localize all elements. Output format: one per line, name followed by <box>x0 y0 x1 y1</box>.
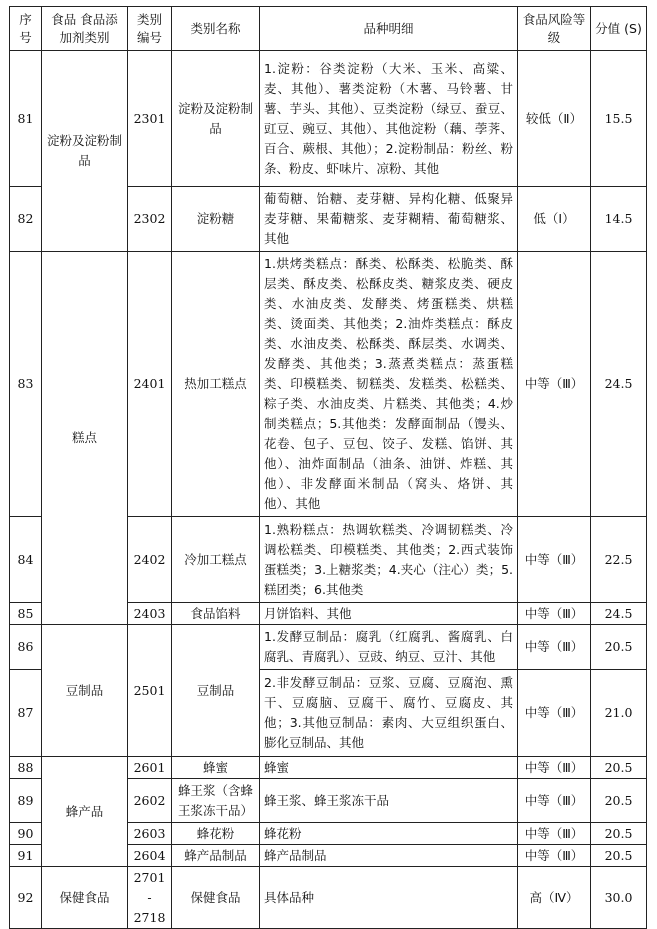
group-cell-bee: 蜂产品 <box>42 757 128 867</box>
row-name: 食品馅料 <box>172 603 260 625</box>
row-code: 2401 <box>128 252 172 517</box>
row-score: 15.5 <box>591 51 647 187</box>
row-risk: 低（Ⅰ） <box>518 187 591 252</box>
row-risk: 中等（Ⅲ） <box>518 779 591 823</box>
row-name: 蜂花粉 <box>172 823 260 845</box>
row-seq: 90 <box>10 823 42 845</box>
row-risk: 中等（Ⅲ） <box>518 823 591 845</box>
header-food-category: 食品 食品添加剂类别 <box>42 7 128 51</box>
row-seq: 87 <box>10 670 42 757</box>
row-detail: 1.淀粉：谷类淀粉（大米、玉米、高粱、麦、其他）、薯类淀粉（木薯、马铃薯、甘薯、芋头、其他）、豆类淀粉（绿豆、蚕豆、豇豆、豌豆、其他）、其他淀粉（藕、荸荠、百合、蕨根、其他）；2.淀粉制品：粉丝、粉条、粉皮、虾味片、凉粉、其他 <box>260 51 518 187</box>
row-score: 20.5 <box>591 845 647 867</box>
header-score: 分值 (S) <box>591 7 647 51</box>
row-risk: 中等（Ⅲ） <box>518 252 591 517</box>
header-category-name: 类别名称 <box>172 7 260 51</box>
row-seq: 92 <box>10 867 42 929</box>
row-score: 20.5 <box>591 757 647 779</box>
table-row <box>10 51 647 187</box>
row-detail: 蜂产品制品 <box>260 845 518 867</box>
header-risk-level: 食品风险等级 <box>518 7 591 51</box>
row-score: 20.5 <box>591 625 647 670</box>
row-seq: 89 <box>10 779 42 823</box>
row-name: 淀粉及淀粉制品 <box>172 51 260 187</box>
table-row <box>10 252 647 517</box>
row-code: 2602 <box>128 779 172 823</box>
row-name: 热加工糕点 <box>172 252 260 517</box>
food-category-table <box>9 6 647 929</box>
row-score: 20.5 <box>591 823 647 845</box>
row-score: 30.0 <box>591 867 647 929</box>
row-risk: 中等（Ⅲ） <box>518 757 591 779</box>
row-score: 21.0 <box>591 670 647 757</box>
row-code: 2701 - 2718 <box>128 867 172 929</box>
table-row <box>10 625 647 670</box>
row-name: 冷加工糕点 <box>172 517 260 603</box>
table-header-row <box>10 7 647 51</box>
row-risk: 中等（Ⅲ） <box>518 845 591 867</box>
row-seq: 85 <box>10 603 42 625</box>
row-seq: 82 <box>10 187 42 252</box>
header-seq: 序号 <box>10 7 42 51</box>
group-cell-soy: 豆制品 <box>42 625 128 757</box>
row-name: 蜂产品制品 <box>172 845 260 867</box>
group-cell-starch: 淀粉及淀粉制品 <box>42 51 128 252</box>
row-detail: 月饼馅料、其他 <box>260 603 518 625</box>
row-name: 蜂蜜 <box>172 757 260 779</box>
table-row <box>10 867 647 929</box>
row-risk: 中等（Ⅲ） <box>518 517 591 603</box>
row-detail: 2.非发酵豆制品：豆浆、豆腐、豆腐泡、熏干、豆腐脑、豆腐干、腐竹、豆腐皮、其他；3.其他豆制品：素肉、大豆组织蛋白、膨化豆制品、其他 <box>260 670 518 757</box>
row-detail: 葡萄糖、饴糖、麦芽糖、异构化糖、低聚异麦芽糖、果葡糖浆、麦芽糊精、葡萄糖浆、其他 <box>260 187 518 252</box>
table-row <box>10 757 647 779</box>
row-score: 14.5 <box>591 187 647 252</box>
row-risk: 中等（Ⅲ） <box>518 603 591 625</box>
group-cell-pastry: 糕点 <box>42 252 128 625</box>
row-detail: 蜂花粉 <box>260 823 518 845</box>
row-detail: 1.熟粉糕点：热调软糕类、冷调韧糕类、冷调松糕类、印模糕类、其他类；2.西式装饰蛋糕类；3.上糖浆类；4.夹心（注心）类；5.糕团类；6.其他类 <box>260 517 518 603</box>
row-code: 2301 <box>128 51 172 187</box>
row-risk: 中等（Ⅲ） <box>518 670 591 757</box>
row-score: 20.5 <box>591 779 647 823</box>
row-seq: 81 <box>10 51 42 187</box>
row-code: 2302 <box>128 187 172 252</box>
row-name: 保健食品 <box>172 867 260 929</box>
row-detail: 具体品种 <box>260 867 518 929</box>
row-seq: 86 <box>10 625 42 670</box>
row-detail: 1.发酵豆制品：腐乳（红腐乳、酱腐乳、白腐乳、青腐乳）、豆豉、纳豆、豆汁、其他 <box>260 625 518 670</box>
header-category-code: 类别编号 <box>128 7 172 51</box>
row-risk: 高（Ⅳ） <box>518 867 591 929</box>
row-score: 24.5 <box>591 252 647 517</box>
row-code: 2501 <box>128 625 172 757</box>
row-code: 2601 <box>128 757 172 779</box>
row-detail: 蜂蜜 <box>260 757 518 779</box>
row-name: 豆制品 <box>172 625 260 757</box>
row-seq: 83 <box>10 252 42 517</box>
row-code: 2402 <box>128 517 172 603</box>
group-cell-health: 保健食品 <box>42 867 128 929</box>
row-name: 蜂王浆（含蜂王浆冻干品） <box>172 779 260 823</box>
row-seq: 91 <box>10 845 42 867</box>
row-score: 22.5 <box>591 517 647 603</box>
row-seq: 88 <box>10 757 42 779</box>
row-risk: 中等（Ⅲ） <box>518 625 591 670</box>
row-score: 24.5 <box>591 603 647 625</box>
header-variety-detail: 品种明细 <box>260 7 518 51</box>
row-detail: 蜂王浆、蜂王浆冻干品 <box>260 779 518 823</box>
row-seq: 84 <box>10 517 42 603</box>
row-code: 2403 <box>128 603 172 625</box>
row-code: 2604 <box>128 845 172 867</box>
row-code: 2603 <box>128 823 172 845</box>
row-name: 淀粉糖 <box>172 187 260 252</box>
row-risk: 较低（Ⅱ） <box>518 51 591 187</box>
row-detail: 1.烘烤类糕点：酥类、松酥类、松脆类、酥层类、酥皮类、松酥皮类、糖浆皮类、硬皮类、水油皮类、发酵类、烤蛋糕类、烘糕类、烫面类、其他类；2.油炸类糕点：酥皮类、水油皮类、松酥类、酥层类、水调类、发酵类、其他类；3.蒸煮类糕点：蒸蛋糕类、印模糕类、韧糕类、发糕类、松糕类、粽子类、水油皮类、片糕类、其他类；4.炒制类糕点；5.其他类：发酵面制品（馒头、花卷、包子、豆包、饺子、发糕、馅饼、其他）、油炸面制品（油条、油饼、炸糕、其他）、非发酵面米制品（窝头、烙饼、其他）、其他 <box>260 252 518 517</box>
